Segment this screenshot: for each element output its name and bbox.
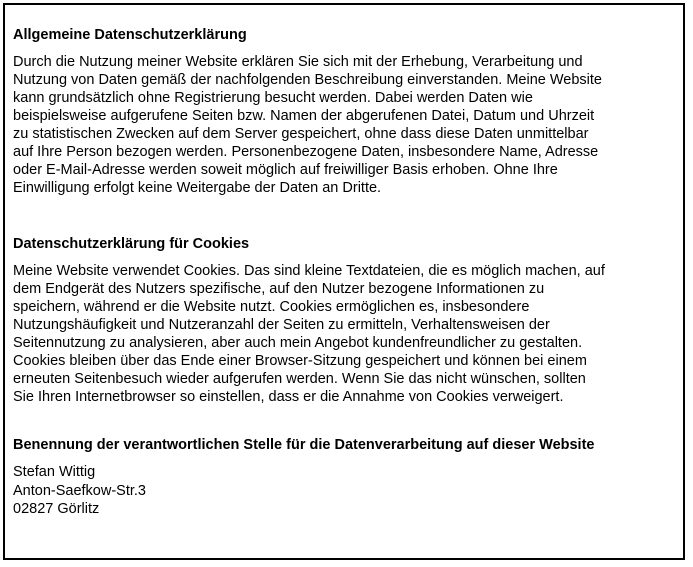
- document-frame: [3, 3, 685, 560]
- section-title-general-privacy: Allgemeine Datenschutzerklärung: [13, 27, 247, 43]
- address-street: Anton-Saefkow-Str.3: [13, 482, 146, 499]
- section-title-cookies: Datenschutzerklärung für Cookies: [13, 236, 250, 252]
- section-spacer: [13, 197, 681, 235]
- section-title-responsible-party: Benennung der verantwortlichen Stelle für die Datenverarbeitung auf dieser Website: [13, 437, 595, 453]
- section-body-cookies: Meine Website verwendet Cookies. Das sind kleine Textdateien, die es möglich machen, auf dem Endgerät des Nutzers spezifische, auf den Nutzer bezogene Informationen zu speichern, während er die Website nutzt. Cookies ermöglichen es, insbesondere Nutzungshäufigkeit und Nutzeranzahl der Seiten zu ermitteln, Verhaltensweisen der Seitennutzung zu analysieren, aber auch mein Angebot kundenfreundlicher zu gestalten. Cookies bleiben über das Ende einer Browser-Sitzung gespeichert und können bei einem erneuten Seitenbesuch wieder aufgerufen werden. Wenn Sie das nicht wünschen, sollten Sie Ihren Internetbrowser so einstellen, dass er die Annahme von Cookies verweigert.: [13, 263, 605, 405]
- document-content: [13, 26, 681, 519]
- address-name: Stefan Wittig: [13, 464, 96, 480]
- section-body-general-privacy: Durch die Nutzung meiner Website erklären Sie sich mit der Erhebung, Verarbeitung und Nutzung von Daten gemäß der nachfolgenden Beschreibung einverstanden. Meine Website kann grundsätzlich ohne Registrierung besucht werden. Dabei werden Daten wie beispielsweise aufgerufene Seiten bzw. Namen der abgerufenen Datei, Datum und Uhrzeit zu statistischen Zwecken auf dem Server gespeichert, ohne dass diese Daten unmittelbar auf Ihre Person bezogen werden. Personenbezogene Daten, insbesondere Name, Adresse oder E-Mail-Adresse werden soweit möglich auf freiwilliger Basis erhoben. Ohne Ihre Einwilligung erfolgt keine Weitergabe der Daten an Dritte.: [13, 54, 602, 196]
- address-block: [13, 463, 681, 519]
- address-city: 02827 Görlitz: [13, 501, 100, 517]
- section-spacer: [13, 406, 681, 436]
